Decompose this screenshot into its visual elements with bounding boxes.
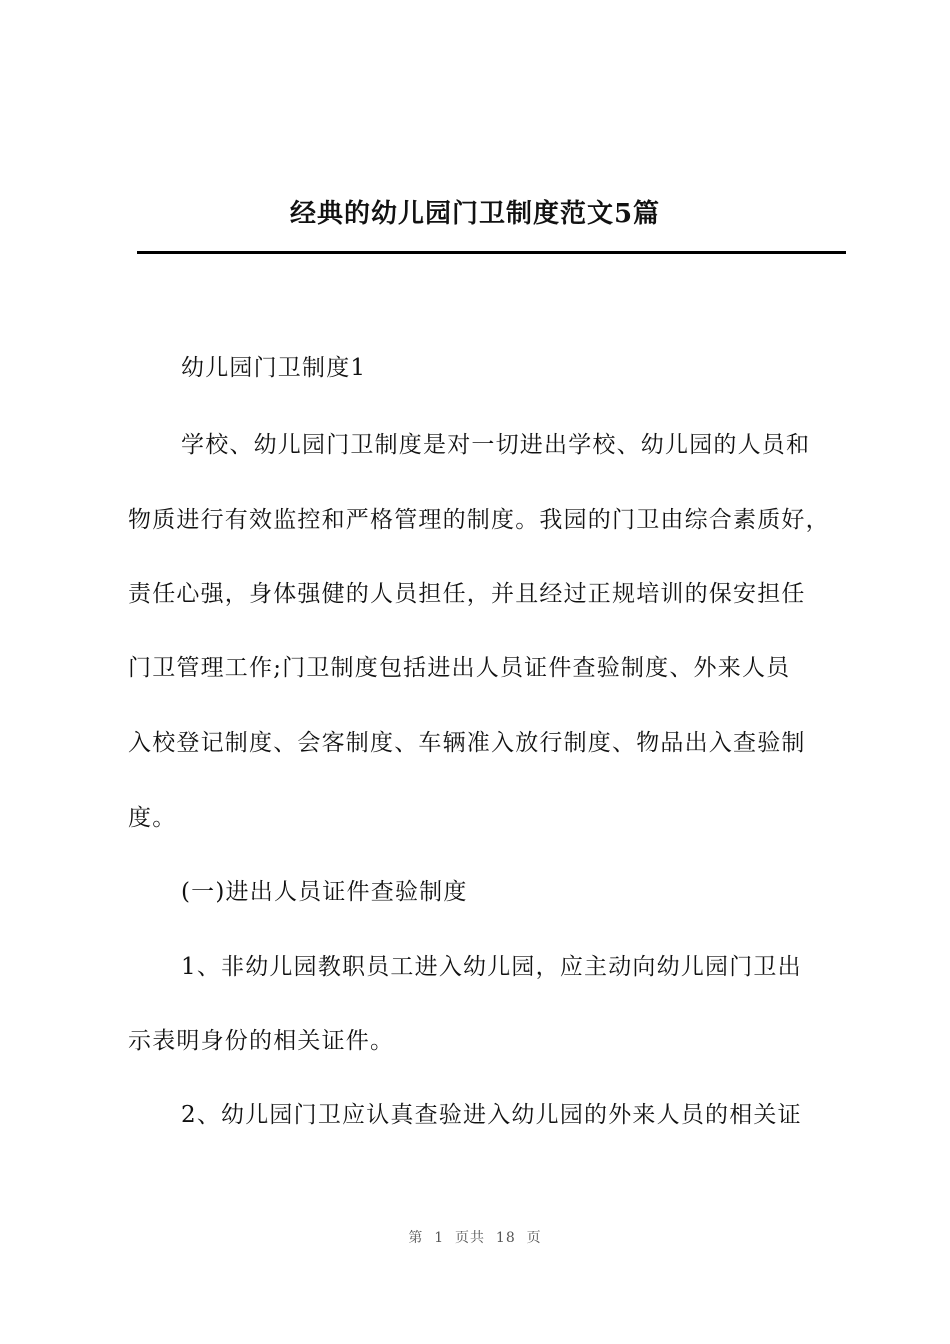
- paragraph-line: 度。: [128, 805, 177, 831]
- paragraph-line: 入校登记制度、会客制度、车辆准入放行制度、物品出入查验制: [128, 730, 806, 756]
- paragraph-line: 门卫管理工作;门卫制度包括进出人员证件查验制度、外来人员: [128, 655, 791, 681]
- paragraph-line: 责任心强，身体强健的人员担任，并且经过正规培训的保安担任: [128, 581, 806, 607]
- document-title: 经典的幼儿园门卫制度范文5篇: [289, 199, 661, 229]
- section-heading: 幼儿园门卫制度1: [181, 355, 367, 381]
- paragraph-line: 1、非幼儿园教职员工进入幼儿园，应主动向幼儿园门卫出: [181, 954, 802, 980]
- title-divider: [137, 251, 846, 254]
- paragraph-line: 物质进行有效监控和严格管理的制度。我园的门卫由综合素质好，: [128, 507, 830, 533]
- paragraph-line: 2、幼儿园门卫应认真查验进入幼儿园的外来人员的相关证: [181, 1102, 802, 1128]
- paragraph-line: 学校、幼儿园门卫制度是对一切进出学校、幼儿园的人员和: [181, 432, 811, 458]
- paragraph-line: 示表明身份的相关证件。: [128, 1028, 395, 1054]
- page-footer: 第 1 页共 18 页: [408, 1230, 542, 1246]
- subsection-heading: (一)进出人员证件查验制度: [181, 879, 468, 905]
